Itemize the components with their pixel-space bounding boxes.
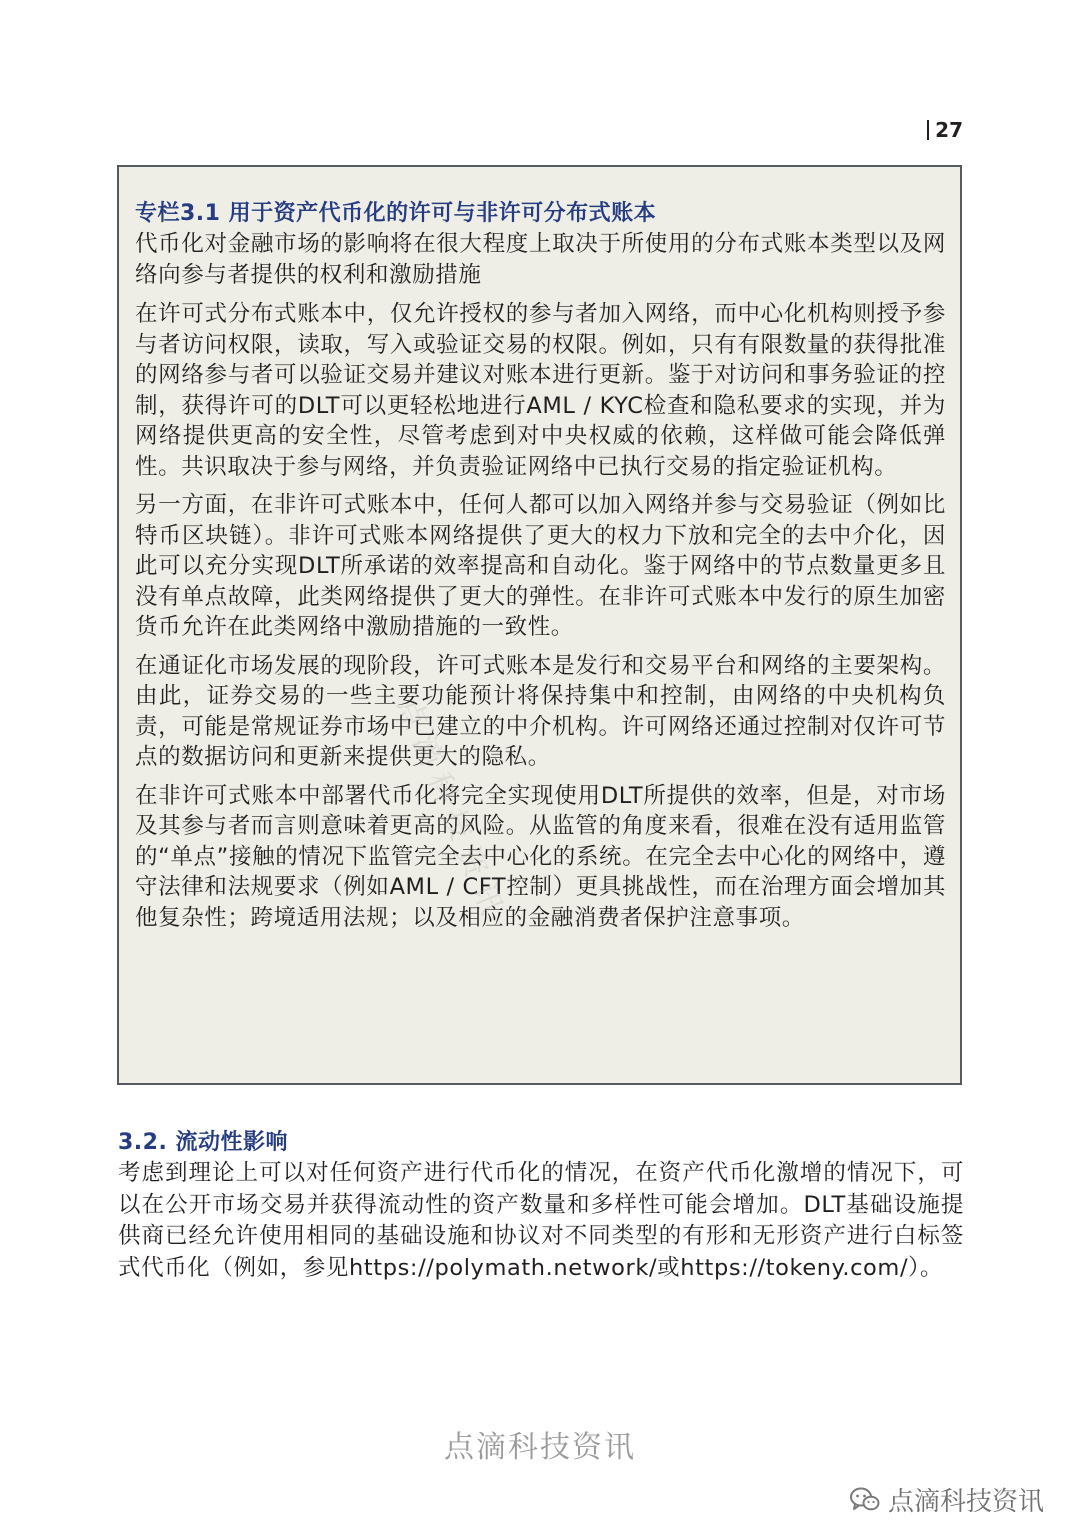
wechat-icon [850, 1487, 880, 1513]
wechat-watermark [850, 1481, 1044, 1518]
section-body: 考虑到理论上可以对任何资产进行代币化的情况，在资产代币化激增的情况下，可以在公开市场交易并获得流动性的资产数量和多样性可能会增加。DLT基础设施提供商已经允许使用相同的基础设施和协议对不同类型的有形和无形资产进行白标签式代币化（例如，参见https://polymath.network/或https://tokeny.com/）。 [118, 1160, 964, 1281]
center-watermark: 点滴科技资讯 [444, 1430, 636, 1465]
sidebar-box-title: 专栏3.1 用于资产代币化的许可与非许可分布式账本 [135, 201, 657, 226]
sidebar-box-paragraph: 在非许可式账本中部署代币化将完全实现使用DLT所提供的效率，但是，对市场及其参与者而言则意味着更高的风险。从监管的角度来看，很难在没有适用监管的“单点”接触的情况下监管完全去中心化的系统。在完全去中心化的网络中，遵守法律和法规要求（例如AML / CFT控制）更具挑战性，而在治理方面会增加其他复杂性；跨境适用法规；以及相应的金融消费者保护注意事项。 [135, 782, 946, 931]
page-number [927, 118, 963, 142]
sidebar-box-paragraph: 在许可式分布式账本中，仅允许授权的参与者加入网络，而中心化机构则授予参与者访问权限，读取，写入或验证交易的权限。例如，只有有限数量的获得批准的网络参与者可以验证交易并建议对账本进行更新。鉴于对访问和事务验证的控制，获得许可的DLT可以更轻松地进行AML / KYC检查和隐私要求的实现，并为网络提供更高的安全性，尽管考虑到对中央权威的依赖，这样做可能会降低弹性。共识取决于参与网络，并负责验证网络中已执行交易的指定验证机构。 [135, 301, 946, 480]
sidebar-box [117, 165, 962, 1085]
section-liquidity [118, 1128, 964, 1284]
page-number-divider [927, 120, 929, 140]
sidebar-box-paragraph: 另一方面，在非许可式账本中，任何人都可以加入网络并参与交易验证（例如比特币区块链）。非许可式账本网络提供了更大的权力下放和完全的去中介化，因此可以充分实现DLT所承诺的效率提高和自动化。鉴于网络中的节点数量更多且没有单点故障，此类网络提供了更大的弹性。在非许可式账本中发行的原生加密货币允许在此类网络中激励措施的一致性。 [135, 492, 946, 640]
page-number-text: 27 [935, 118, 963, 142]
section-title: 3.2. 流动性影响 [118, 1130, 288, 1155]
sidebar-box-paragraph: 在通证化市场发展的现阶段，许可式账本是发行和交易平台和网络的主要架构。由此，证券交易的一些主要功能预计将保持集中和控制，由网络的中央机构负责，可能是常规证券市场中已建立的中介机构。许可网络还通过控制对仅许可节点的数据访问和更新来提供更大的隐私。 [135, 652, 946, 770]
wechat-account-name: 点滴科技资讯 [887, 1487, 1044, 1517]
sidebar-box-lead: 代币化对金融市场的影响将在很大程度上取决于所使用的分布式账本类型以及网络向参与者提供的权利和激励措施 [135, 231, 946, 288]
diagonal-watermark: 点滴科技资讯 [390, 692, 513, 929]
